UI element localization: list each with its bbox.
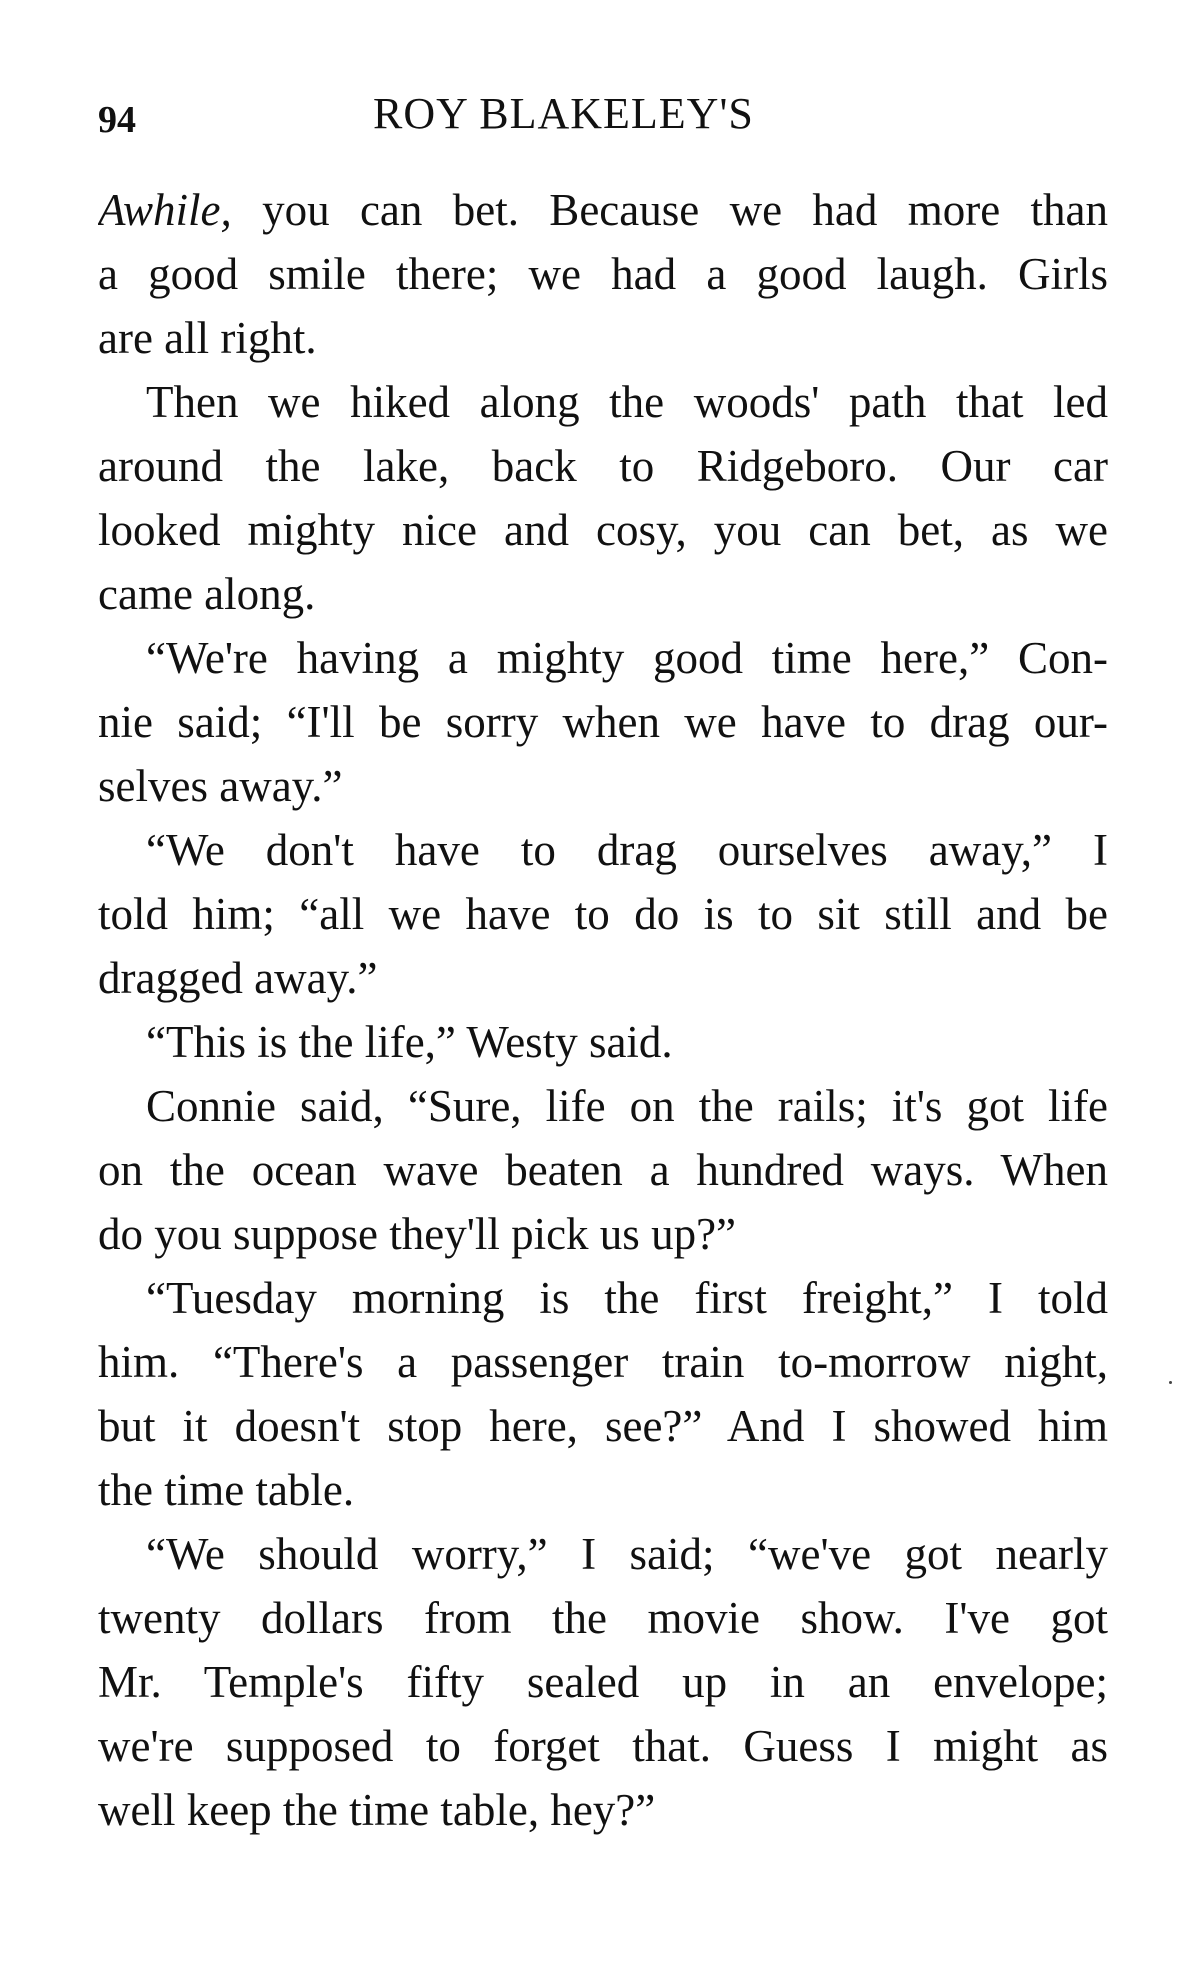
text-line: “We're having a mighty good time here,” Con- — [146, 633, 1108, 683]
text-line: told him; “all we have to do is to sit still and be — [98, 889, 1108, 939]
text-line: do you suppose they'll pick us up?” — [98, 1209, 737, 1259]
running-head: ROY BLAKELEY'S — [373, 89, 754, 138]
text-line: Mr. Temple's fifty sealed up in an envelope; — [98, 1657, 1108, 1707]
text-line: came along. — [98, 569, 316, 619]
text-line: Then we hiked along the woods' path that led — [146, 377, 1108, 427]
italic-word: Awhile, — [98, 185, 232, 235]
text-line: “This is the life,” Westy said. — [146, 1017, 673, 1067]
text-line: selves away.” — [98, 761, 343, 811]
text-line: but it doesn't stop here, see?” And I showed him — [98, 1401, 1108, 1451]
text-line: around the lake, back to Ridgeboro. Our car — [98, 441, 1108, 491]
text-line: the time table. — [98, 1465, 355, 1515]
ink-speck — [1169, 1381, 1172, 1384]
text-line: “Tuesday morning is the first freight,” I told — [146, 1273, 1108, 1323]
page-header — [98, 88, 838, 148]
page-number: 94 — [98, 99, 136, 141]
text-line: twenty dollars from the movie show. I've got — [98, 1593, 1108, 1643]
text-line: “We should worry,” I said; “we've got nearly — [146, 1529, 1108, 1579]
text-line: on the ocean wave beaten a hundred ways. When — [98, 1145, 1108, 1195]
text-line: nie said; “I'll be sorry when we have to drag our- — [98, 697, 1108, 747]
text-line: dragged away.” — [98, 953, 378, 1003]
text-line: we're supposed to forget that. Guess I might as — [98, 1721, 1108, 1771]
text-line: well keep the time table, hey?” — [98, 1785, 656, 1835]
text-line-rest: you can bet. Because we had more than — [231, 185, 1108, 235]
text-line: him. “There's a passenger train to-morrow night, — [98, 1337, 1108, 1387]
body-text — [98, 178, 1108, 1842]
text-line: “We don't have to drag ourselves away,” I — [146, 825, 1108, 875]
text-line: looked mighty nice and cosy, you can bet, as we — [98, 505, 1108, 555]
text-line — [98, 178, 1108, 242]
text-line: are all right. — [98, 313, 317, 363]
text-line: a good smile there; we had a good laugh. Girls — [98, 249, 1108, 299]
text-line: Connie said, “Sure, life on the rails; it's got life — [146, 1081, 1108, 1131]
